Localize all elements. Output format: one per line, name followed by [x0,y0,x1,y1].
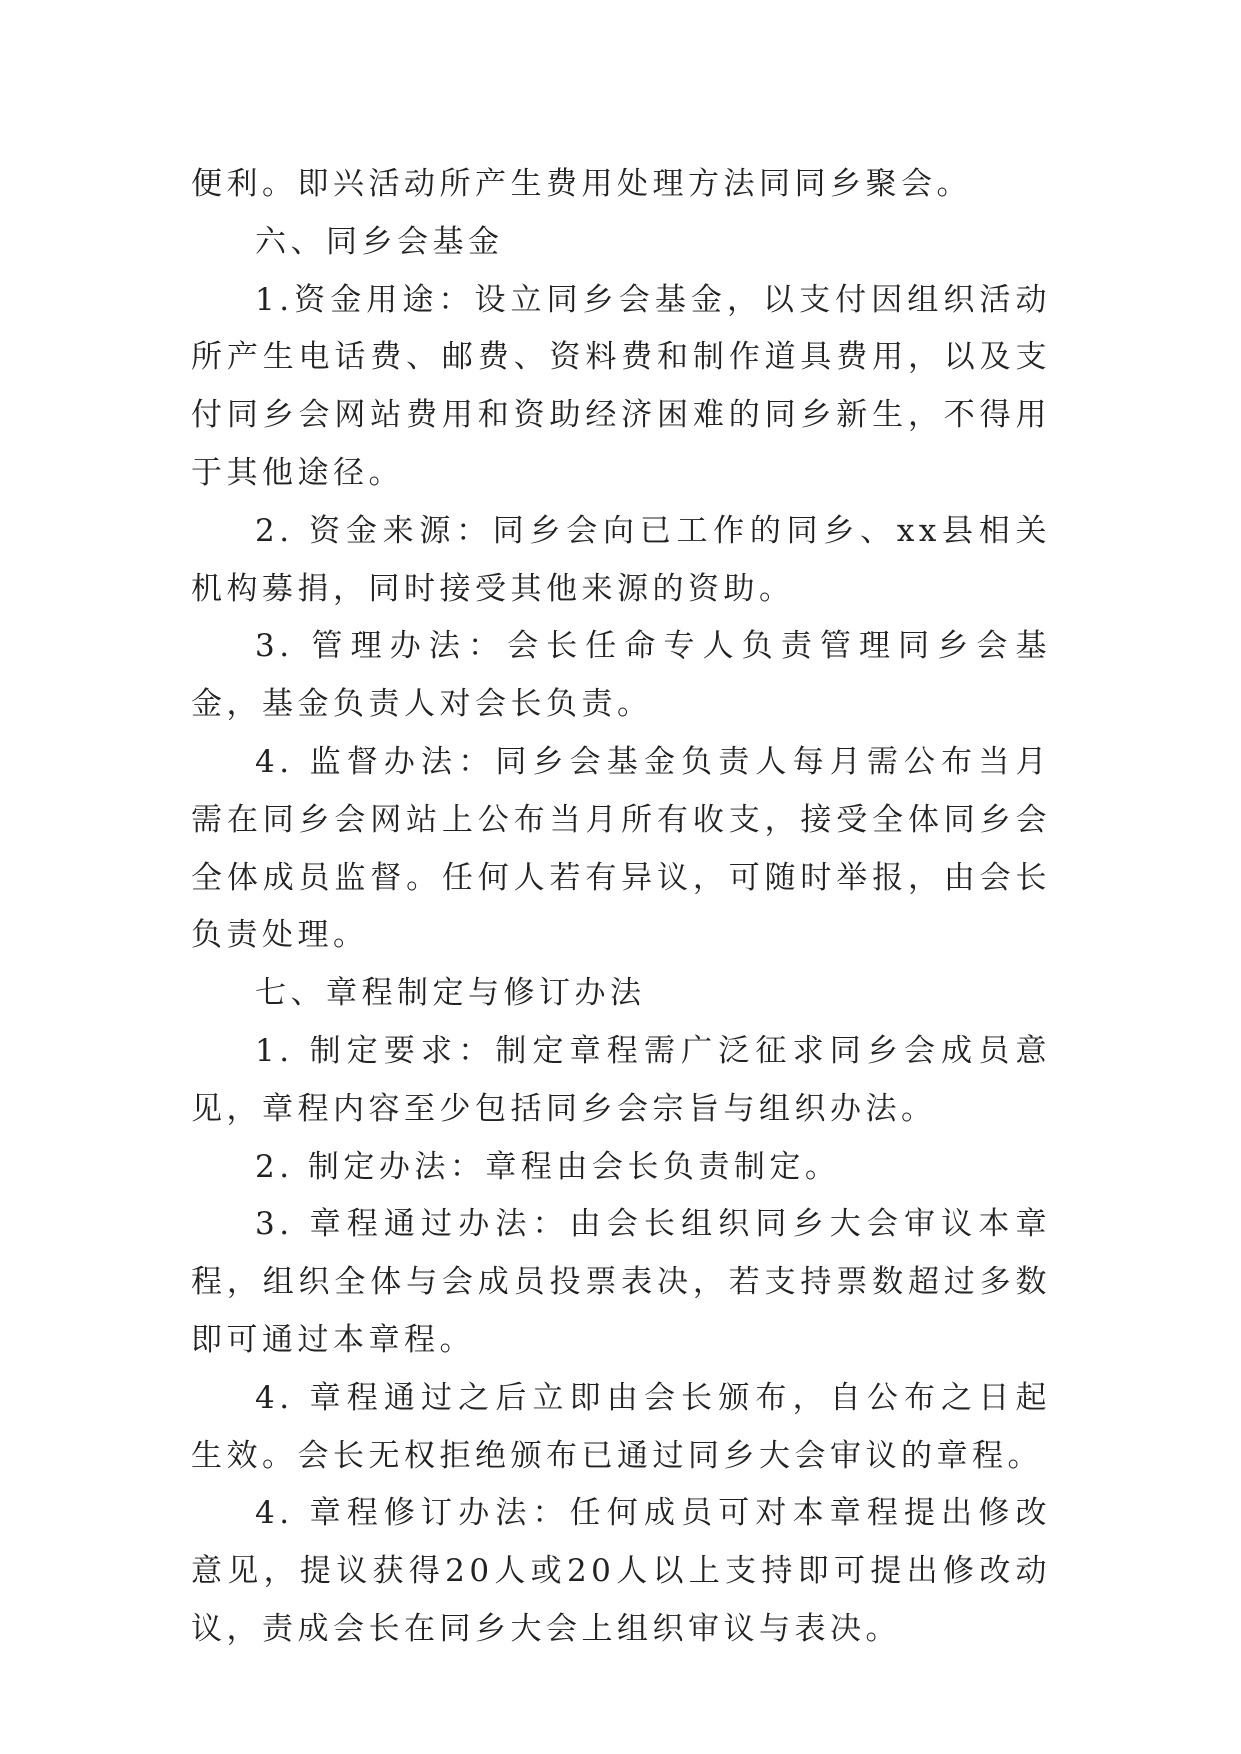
paragraph-fund-supervision: 4. 监督办法：同乡会基金负责人每月需公布当月需在同乡会网站上公布当月所有收支，接受全体同乡会全体成员监督。任何人若有异议，可随时举报，由会长负责处理。 [191,743,1051,954]
paragraph-continuation: 便利。即兴活动所产生费用处理方法同同乡聚会。 [191,166,972,202]
paragraph-charter-approval: 3. 章程通过办法：由会长组织同乡大会审议本章程，组织全体与会成员投票表决，若支持票数超过多数即可通过本章程。 [191,1206,1051,1358]
section-heading-fund: 六、同乡会基金 [255,223,504,260]
document-body [191,156,1051,1659]
paragraph-fund-source: 2. 资金来源：同乡会向已工作的同乡、xx县相关机构募捐，同时接受其他来源的资助。 [191,512,1051,607]
paragraph-charter-revision: 4. 章程修订办法：任何成员可对本章程提出修改意见，提议获得20人或20人以上支持即可提出修改动议，责成会长在同乡大会上组织审议与表决。 [191,1495,1051,1647]
paragraph-charter-method: 2. 制定办法：章程由会长负责制定。 [255,1148,841,1185]
paragraph-fund-usage: 1.资金用途：设立同乡会基金，以支付因组织活动所产生电话费、邮费、资料费和制作道具费用，以及支付同乡会网站费用和资助经济困难的同乡新生，不得用于其他途径。 [191,281,1051,491]
paragraph-charter-requirements: 1. 制定要求：制定章程需广泛征求同乡会成员意见，章程内容至少包括同乡会宗旨与组织办法。 [191,1032,1051,1127]
paragraph-fund-management: 3. 管理办法：会长任命专人负责管理同乡会基金，基金负责人对会长负责。 [191,628,1051,723]
paragraph-charter-effect: 4. 章程通过之后立即由会长颁布，自公布之日起生效。会长无权拒绝颁布已通过同乡大会审议的章程。 [191,1379,1051,1474]
section-heading-charter: 七、章程制定与修订办法 [255,975,646,1012]
